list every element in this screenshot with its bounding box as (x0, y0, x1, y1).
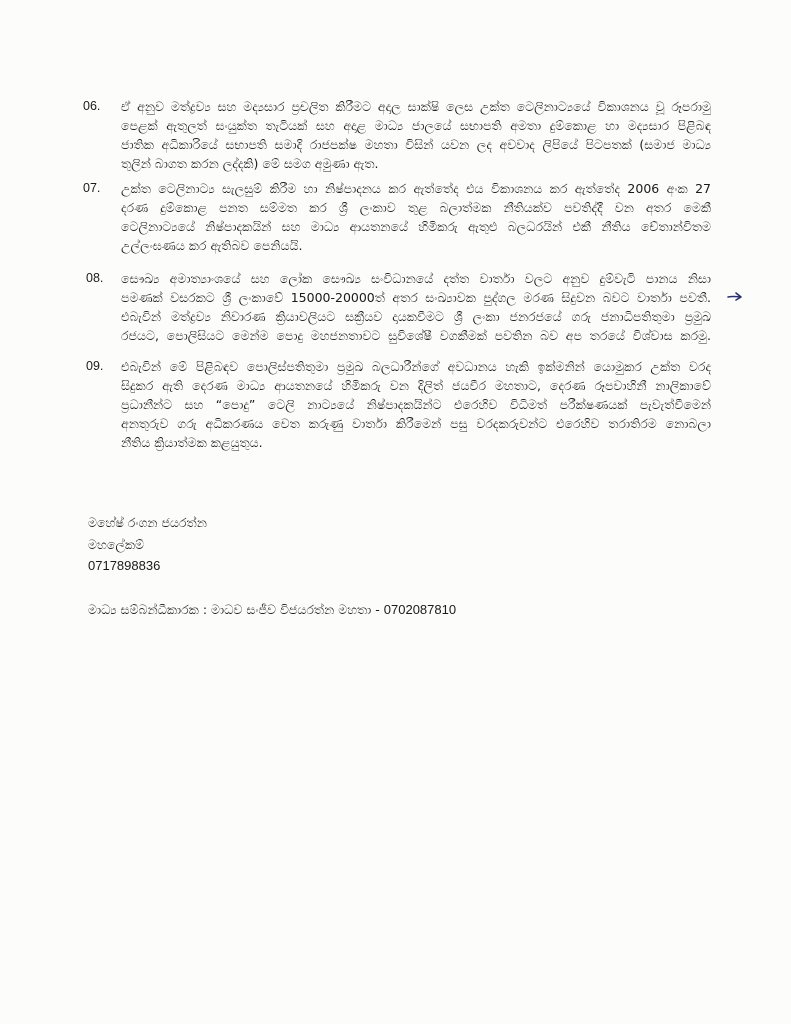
paragraph-body (121, 97, 711, 173)
media-contact-label: මාධ්‍ය සම්බන්ධීකාරක (88, 601, 199, 617)
paragraph-line: සෞඛ්‍ය අමාත්‍යාංශයේ සහ ලෝක සෞඛ්‍ය සංවිධානයේ දත්ත වාර්තා වලට අනුව දුම්වැටි පානය නිසා (121, 271, 711, 286)
paragraph-line: එබැවින් මත්ද්‍රව්‍ය නිවාරණ ක්‍රියාවලියට සක්‍රීයව දායකවීමට ශ්‍රී ලංකා ජනරජයේ ගරු ජනාධිපතිතුමා ප්‍රමුඛ (121, 309, 711, 324)
numbered-paragraph (83, 97, 711, 173)
paragraph-body (121, 269, 711, 345)
paragraph-body (121, 179, 711, 255)
paragraph-line: දරණ දුම්කොළ පනත සම්මත කර ශ්‍රී ලංකාව තුළ බලාත්මක නීතියක්ව පවතිද්දී වන අතර මෙකී (121, 200, 711, 215)
paragraph-line: නීතිය ක්‍රියාත්මක කළයුතුය. (121, 435, 263, 450)
media-contact-name: මාධව සංජීව විජයරත්න මහතා (211, 601, 372, 617)
media-contact-separator: : (202, 601, 208, 617)
paragraph-line: ජාතික අධිකාරියේ සභාපති සමාදි රාජපක්ෂ මහතා විසින් යවන ලද අවවාද ලිපියේ පිටපතක් (සමාජ මාධ්‍ය (121, 137, 711, 152)
paragraph-line: ටෙලිනාට්‍යයේ නිෂ්පාදකයින් සහ මාධ්‍ය ආයතනයේ හිමිකරු ඇතුළු බලධරයින් එකී නීතිය චේතාන්විතම (121, 219, 711, 234)
paragraph-line: උල්ලංඝණය කර ඇතිබව පෙනියයි. (121, 238, 303, 253)
paragraph-number: 06. (83, 99, 101, 113)
paragraph-line: ප්‍රධානීන්ට සහ “පොදු” ටෙලි නාට්‍යයේ නිෂ්පාදකයින්ට එරෙහිව විධිමත් පරීක්ෂණයක් පැවැත්වීමෙන් (121, 397, 711, 412)
paragraph-line: තුලින් බාගත කරන ලද්දකි) මේ සමග අමුණා ඇත. (121, 156, 379, 171)
paragraph-line: පෙළක් ඇතුලත් සංයුක්ත තැටියක් සහ අදාළ මාධ්‍ය ජාලයේ සභාපති අමතා දුම්කොළ හා මද්‍යසාර පිළිබඳ (121, 118, 711, 133)
paragraph-line: උක්ත ටෙලිනාට්‍ය සැලසුම් කිරීම හා නිෂ්පාදනය කර ඇත්තේද එය විකාශනය කර ඇත්තේද 2006 අංක 27 (121, 181, 711, 196)
paragraph-line: රජයට, පොලිසියට මෙන්ම පොදු මහජනතාවට සුවිශේෂී වගකීමක් පවතින බව අප තරයේ විශ්වාස කරමු. (121, 328, 711, 343)
paragraph-line: ඒ අනුව මත්ද්‍රව්‍ය සහ මද්‍යසාර ප්‍රචලිත කිරීමට අදාල සාක්ෂි ලෙස උක්ත ටෙලිනාට්‍යයේ විකාශනය වූ රූපරාමු (121, 99, 711, 114)
signature-block (88, 512, 688, 577)
signatory-phone: 0717898836 (88, 558, 161, 573)
paragraph-number: 08. (86, 271, 104, 285)
paragraph-body (121, 357, 711, 452)
paragraph-number: 09. (86, 359, 104, 373)
media-contact-line (88, 599, 708, 621)
numbered-paragraph (83, 269, 711, 345)
media-contact-dash: - (375, 601, 380, 617)
paragraph-line: සිදුකර ඇති දෙරණ මාධ්‍ය ආයතනයේ හිමිකරු වන දිලිත් ජයවීර මහතාට, දෙරණ රූපවාහිනී නාලිකාවේ (121, 378, 711, 393)
numbered-paragraph (83, 357, 711, 452)
paragraph-line: අනතුරුව ගරු අධිකරණය වෙත කරුණු වාර්තා කිරීමෙන් පසු වරදකරුවන්ට එරෙහිව තරාතිරම නොබලා (121, 416, 711, 431)
paragraph-number: 07. (83, 181, 101, 195)
paragraph-line: පමණක් වසරකට ශ්‍රී ලංකාවේ 15000-20000ත් අතර සංඛ්‍යාවක පුද්ගල මරණ සිදුවන බවට වාර්තා පවතී. (121, 290, 711, 305)
signatory-title: මහලේකම් (88, 536, 145, 552)
handwritten-arrow-mark (726, 289, 746, 303)
numbered-paragraph (83, 179, 711, 255)
paragraph-line: එබැවින් මේ පිළිබඳව පොලිස්පතිතුමා ප්‍රමුඛ බලධාරීන්ගේ අවධානය හැකි ඉක්මනින් යොමුකර උක්ත වරද (121, 359, 711, 374)
signatory-name: මහේෂ් රංගන ජයරත්න (88, 515, 207, 530)
media-contact-phone: 0702087810 (383, 601, 457, 617)
